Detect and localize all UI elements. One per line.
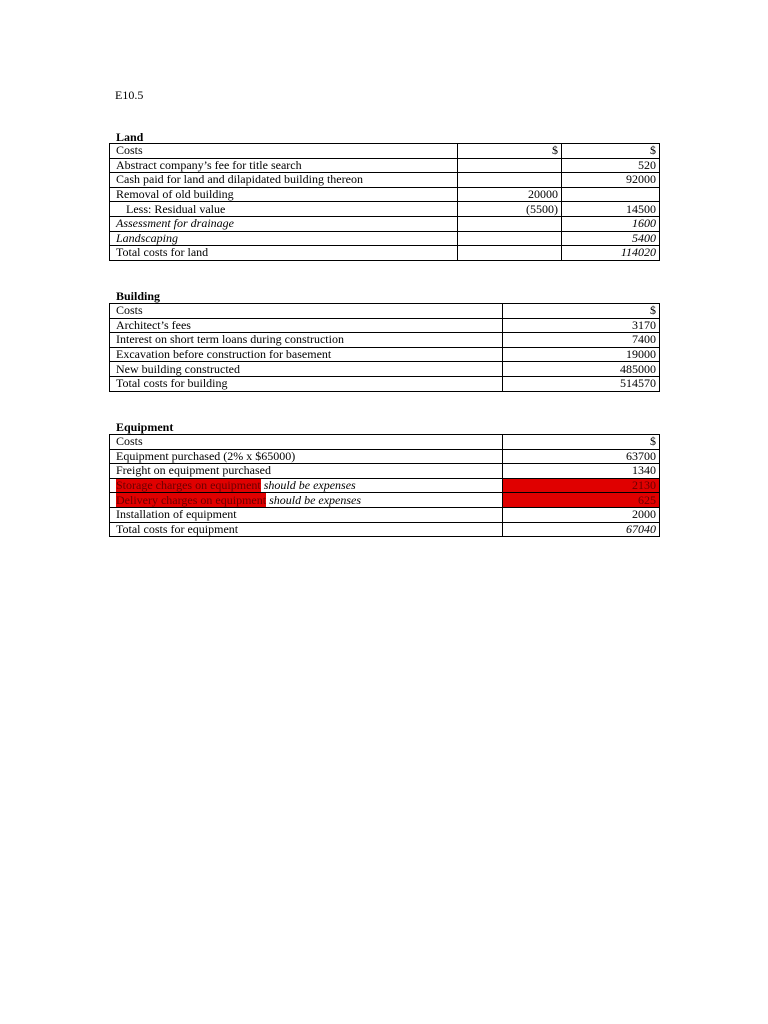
highlighted-label: Storage charges on equipment [116,478,261,493]
land-cost-table [109,143,660,261]
row-amount: 19000 [503,347,660,362]
header-dollar: $ [503,435,660,450]
row-label: Total costs for building [110,376,503,391]
expense-note: should be expenses [269,492,362,507]
row-amount: 485000 [503,362,660,377]
table-row [110,362,660,377]
row-label: Landscaping [110,231,458,246]
row-label: Installation of equipment [110,507,503,522]
row-amount: 63700 [503,449,660,464]
total-row [110,376,660,391]
header-costs: Costs [110,144,458,159]
row-amount: 5400 [562,231,660,246]
row-label-cell [110,478,503,493]
table-row [110,333,660,348]
row-label: Interest on short term loans during construction [110,333,503,348]
row-subamount [458,246,562,261]
total-row [110,246,660,261]
table-header-row [110,304,660,319]
table-row [110,158,660,173]
header-costs: Costs [110,435,503,450]
table-header-row [110,435,660,450]
building-cost-table [109,303,660,392]
land-heading: Land [116,130,144,144]
row-amount: 3170 [503,318,660,333]
table-row [110,231,660,246]
row-amount: 1340 [503,464,660,479]
row-label: Freight on equipment purchased [110,464,503,479]
row-amount: 514570 [503,376,660,391]
table-row [110,202,660,217]
table-header-row [110,144,660,159]
row-label: Total costs for land [110,246,458,261]
row-label: Total costs for equipment [110,522,503,537]
row-subamount [458,173,562,188]
row-subamount: (5500) [458,202,562,217]
row-label: Architect’s fees [110,318,503,333]
row-amount: 92000 [562,173,660,188]
highlighted-label: Delivery charges on equipment [116,492,267,507]
table-row [110,493,660,508]
table-row [110,449,660,464]
row-amount: 114020 [562,246,660,261]
table-row [110,187,660,202]
row-amount: 14500 [562,202,660,217]
row-label: Less: Residual value [110,202,458,217]
row-subamount [458,158,562,173]
row-amount: 520 [562,158,660,173]
header-dollar: $ [562,144,660,159]
row-amount: 7400 [503,333,660,348]
header-costs: Costs [110,304,503,319]
highlighted-amount: 625 [503,493,660,508]
row-label: Equipment purchased (2% x $65000) [110,449,503,464]
header-dollar: $ [458,144,562,159]
row-label: Assessment for drainage [110,216,458,231]
building-heading: Building [116,289,161,303]
equipment-cost-table [109,434,660,537]
row-label: New building constructed [110,362,503,377]
row-amount [562,187,660,202]
table-row [110,478,660,493]
row-label: Excavation before construction for basement [110,347,503,362]
row-label: Abstract company’s fee for title search [110,158,458,173]
document-title: E10.5 [115,88,144,102]
table-row [110,318,660,333]
row-amount: 1600 [562,216,660,231]
table-row [110,347,660,362]
table-row [110,173,660,188]
table-row [110,216,660,231]
table-row [110,464,660,479]
row-label: Removal of old building [110,187,458,202]
row-subamount [458,231,562,246]
table-row [110,507,660,522]
row-amount: 2000 [503,507,660,522]
expense-note: should be expenses [263,478,356,493]
equipment-heading: Equipment [116,420,174,434]
row-subamount: 20000 [458,187,562,202]
row-label-cell [110,493,503,508]
header-dollar: $ [503,304,660,319]
row-amount: 67040 [503,522,660,537]
row-subamount [458,216,562,231]
row-label: Cash paid for land and dilapidated building thereon [110,173,458,188]
total-row [110,522,660,537]
highlighted-amount: 2130 [503,478,660,493]
